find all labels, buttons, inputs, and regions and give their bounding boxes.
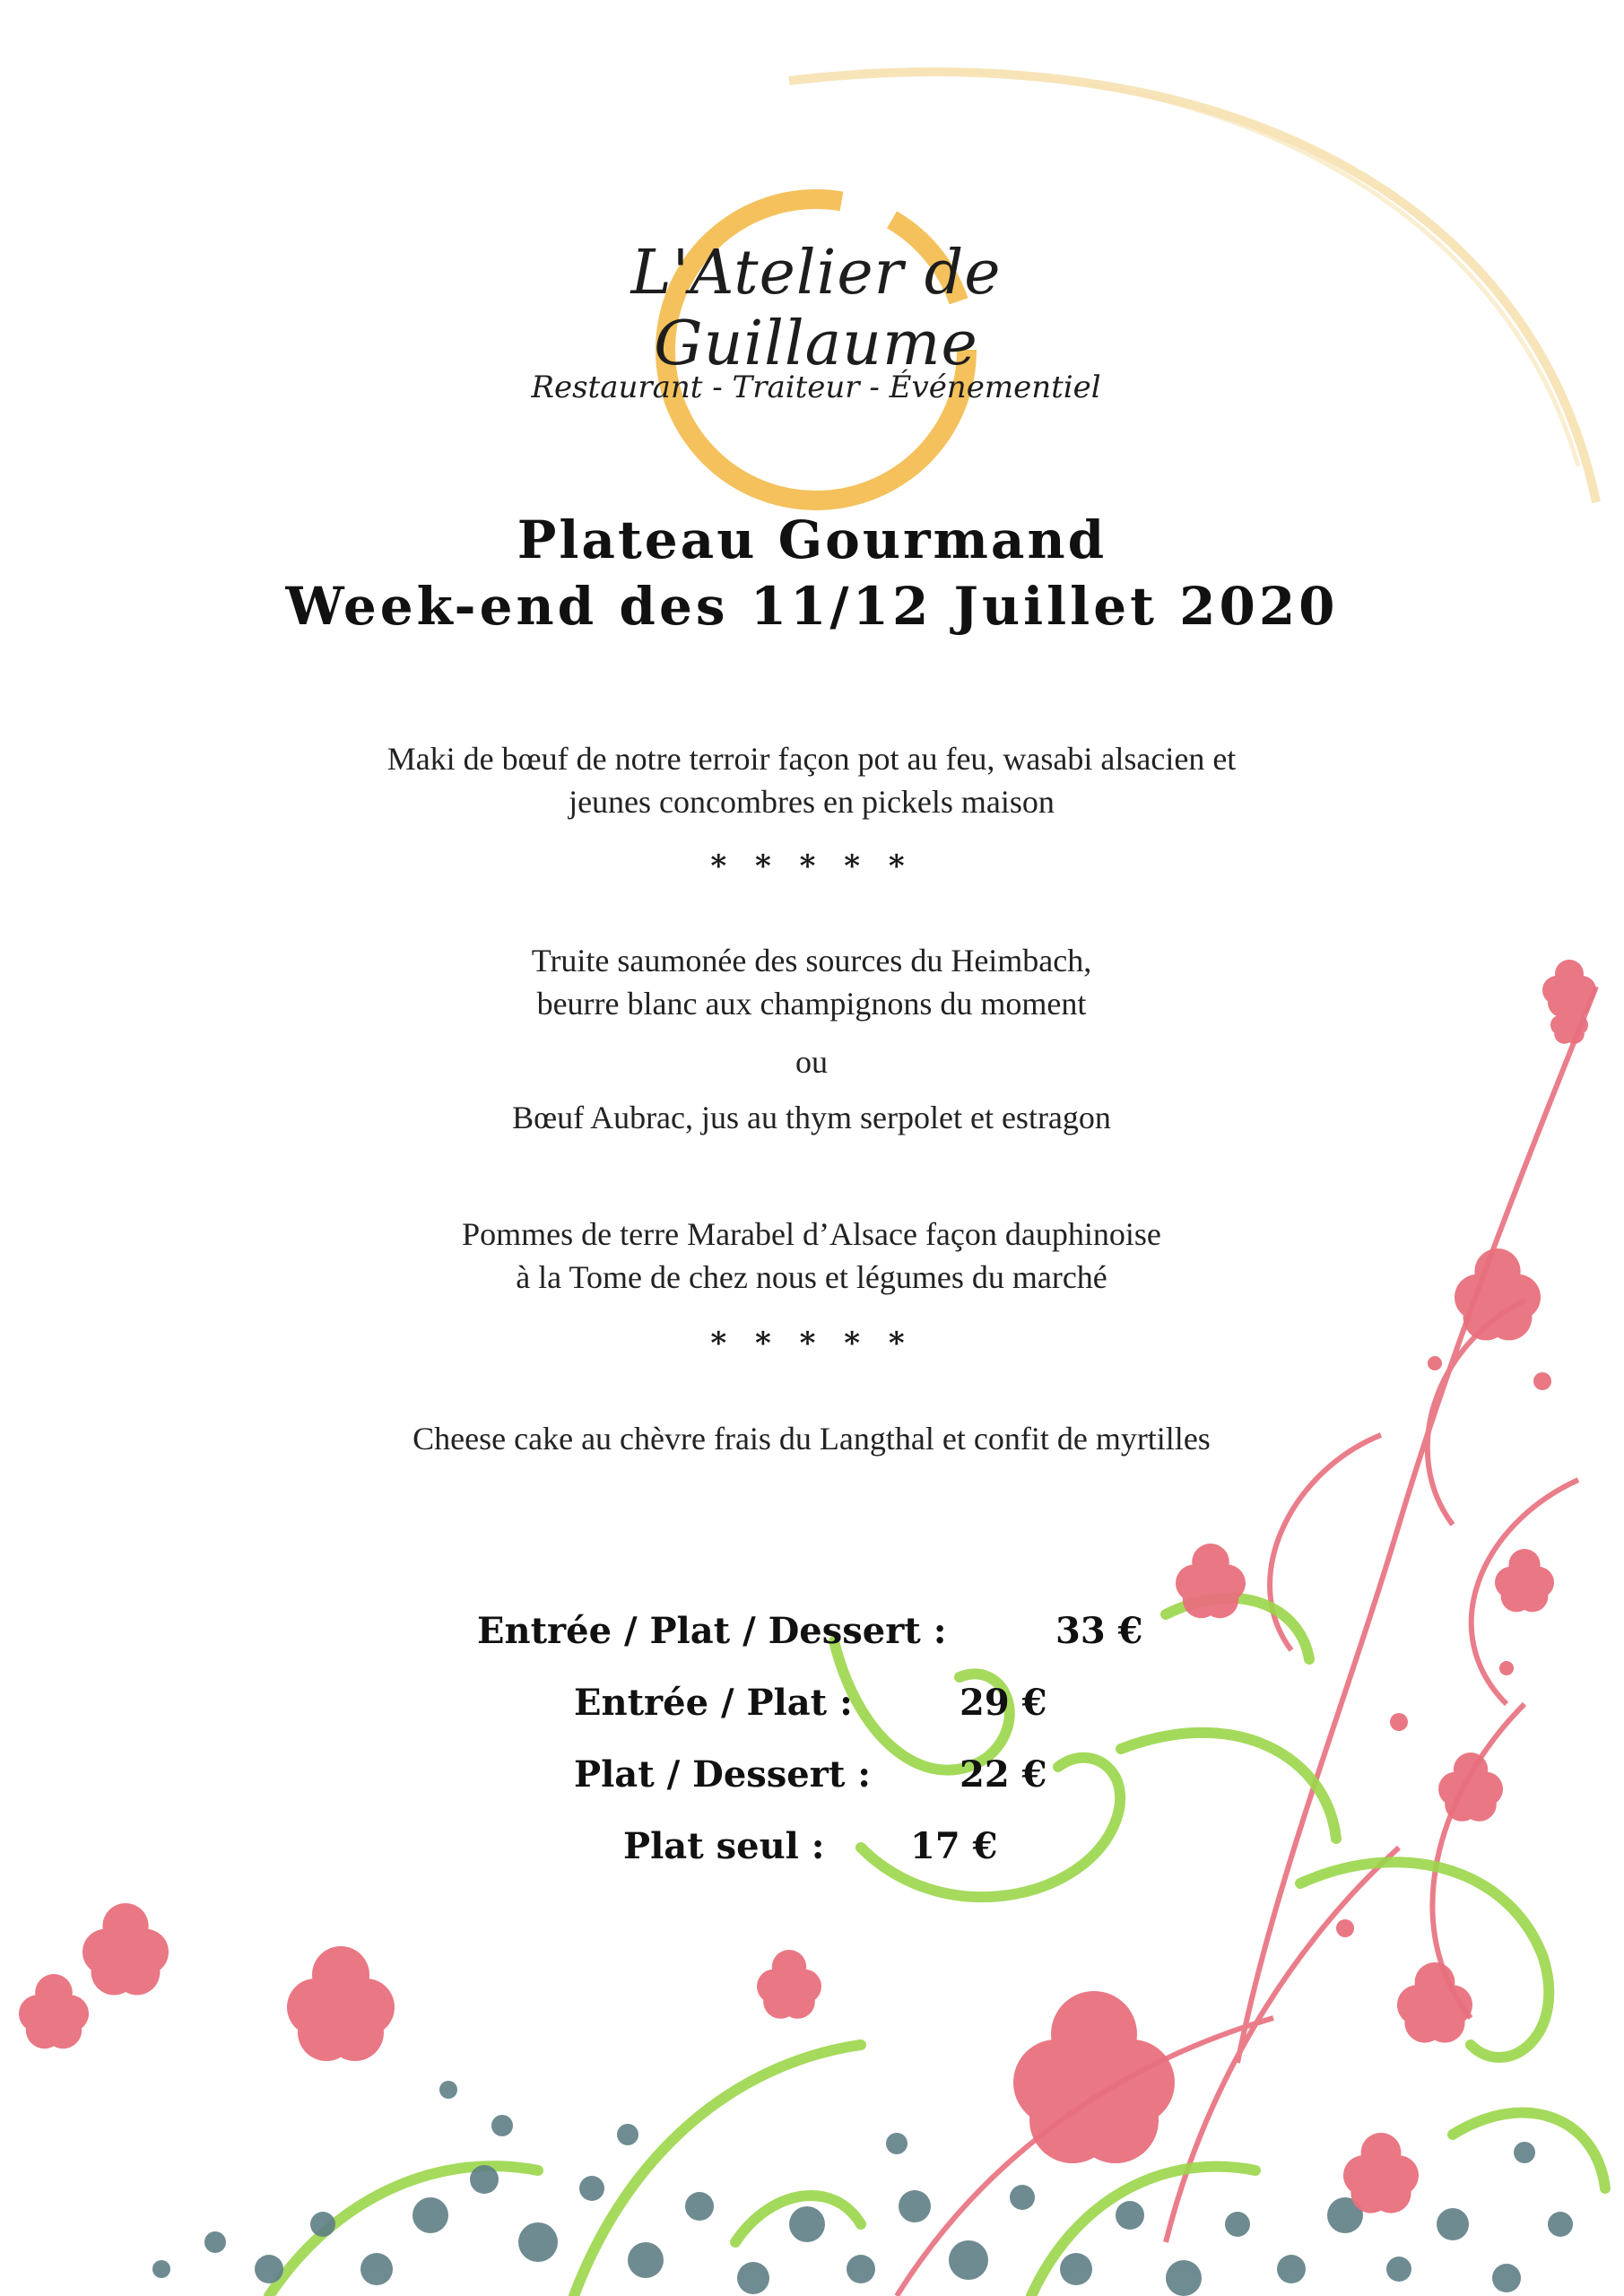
logo-name: L'Atelier de Guillaume <box>630 238 1002 379</box>
restaurant-logo <box>520 170 1112 457</box>
menu-dessert: Cheese cake au chèvre frais du Langthal et confit de myrtilles <box>413 1421 1211 1457</box>
page-subtitle: Week-end des 11/12 Juillet 2020 <box>285 576 1339 637</box>
menu-entree: Maki de bœuf de notre terroir façon pot au feu, wasabi alsacien et jeunes concombres en pickels maison <box>386 741 1237 820</box>
pink-vines <box>897 987 1596 2296</box>
page-title: Plateau Gourmand <box>517 509 1107 570</box>
menu-garniture: Pommes de terre Marabel d’Alsace façon dauphinoise à la Tome de chez nous et légumes du marché <box>462 1216 1161 1295</box>
menu-plat-1: Truite saumonée des sources du Heimbach, beurre blanc aux champignons du moment <box>531 943 1092 1022</box>
menu-plat-2: Bœuf Aubrac, jus au thym serpolet et estragon <box>512 1100 1111 1135</box>
logo-tagline: Restaurant - Traiteur - Événementiel <box>531 370 1101 405</box>
pink-flowers <box>19 960 1596 2213</box>
teal-dots <box>152 2081 1573 2296</box>
separator: * * * * * <box>710 848 914 884</box>
menu-ou: ou <box>795 1044 828 1080</box>
separator-2: * * * * * <box>710 1326 914 1361</box>
green-vines <box>269 1598 1605 2296</box>
